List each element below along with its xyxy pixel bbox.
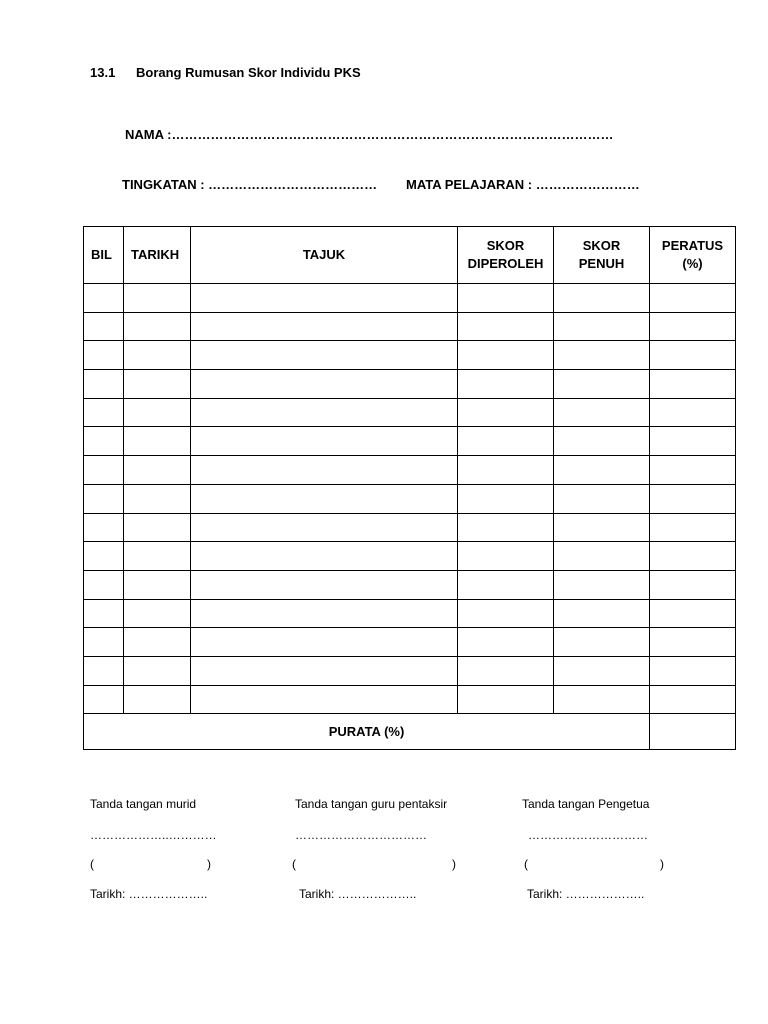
cell-skor-penuh[interactable] xyxy=(554,370,650,399)
cell-tajuk[interactable] xyxy=(191,513,458,542)
cell-peratus[interactable] xyxy=(650,341,736,370)
cell-skor-penuh[interactable] xyxy=(554,456,650,485)
pengetua-paren-close: ) xyxy=(660,857,664,871)
form-title xyxy=(90,65,361,80)
cell-tarikh[interactable] xyxy=(124,341,191,370)
table-row xyxy=(84,398,736,427)
section-number: 13.1 xyxy=(90,65,116,80)
cell-peratus[interactable] xyxy=(650,427,736,456)
cell-tarikh[interactable] xyxy=(124,628,191,657)
cell-bil[interactable] xyxy=(84,570,124,599)
cell-tarikh[interactable] xyxy=(124,284,191,313)
header-skor-diperoleh xyxy=(458,227,554,284)
cell-tajuk[interactable] xyxy=(191,398,458,427)
cell-skor-diperoleh[interactable] xyxy=(458,456,554,485)
header-peratus-line1: PERATUS xyxy=(661,238,724,253)
cell-tajuk[interactable] xyxy=(191,599,458,628)
cell-peratus[interactable] xyxy=(650,370,736,399)
cell-skor-diperoleh[interactable] xyxy=(458,570,554,599)
cell-peratus[interactable] xyxy=(650,398,736,427)
murid-date[interactable]: Tarikh: ……………….. xyxy=(90,887,208,901)
table-row xyxy=(84,570,736,599)
cell-tajuk[interactable] xyxy=(191,427,458,456)
cell-bil[interactable] xyxy=(84,284,124,313)
cell-bil[interactable] xyxy=(84,628,124,657)
cell-skor-penuh[interactable] xyxy=(554,656,650,685)
average-label: PURATA (%) xyxy=(84,714,650,750)
cell-skor-penuh[interactable] xyxy=(554,542,650,571)
header-skor-penuh-line1: SKOR xyxy=(582,238,621,253)
table-row xyxy=(84,456,736,485)
cell-skor-diperoleh[interactable] xyxy=(458,370,554,399)
cell-peratus[interactable] xyxy=(650,284,736,313)
table-row xyxy=(84,312,736,341)
header-skor-penuh xyxy=(554,227,650,284)
cell-tarikh[interactable] xyxy=(124,656,191,685)
cell-skor-penuh[interactable] xyxy=(554,341,650,370)
title-text: Borang Rumusan Skor Individu PKS xyxy=(136,65,361,80)
cell-bil[interactable] xyxy=(84,685,124,714)
table-row xyxy=(84,542,736,571)
cell-tajuk[interactable] xyxy=(191,312,458,341)
cell-skor-diperoleh[interactable] xyxy=(458,513,554,542)
cell-bil[interactable] xyxy=(84,599,124,628)
cell-skor-penuh[interactable] xyxy=(554,599,650,628)
signature-guru-line[interactable]: …………………………… xyxy=(295,828,427,842)
table-row xyxy=(84,656,736,685)
cell-peratus[interactable] xyxy=(650,484,736,513)
table-row xyxy=(84,628,736,657)
cell-skor-penuh[interactable] xyxy=(554,398,650,427)
table-row xyxy=(84,427,736,456)
cell-tajuk[interactable] xyxy=(191,284,458,313)
cell-tarikh[interactable] xyxy=(124,484,191,513)
cell-bil[interactable] xyxy=(84,542,124,571)
table-row xyxy=(84,685,736,714)
cell-tarikh[interactable] xyxy=(124,542,191,571)
header-tarikh: TARIKH xyxy=(124,227,191,284)
cell-peratus[interactable] xyxy=(650,685,736,714)
guru-paren-open: ( xyxy=(292,857,296,871)
cell-bil[interactable] xyxy=(84,341,124,370)
cell-peratus[interactable] xyxy=(650,542,736,571)
header-bil: BIL xyxy=(84,227,124,284)
cell-skor-diperoleh[interactable] xyxy=(458,542,554,571)
cell-skor-diperoleh[interactable] xyxy=(458,484,554,513)
cell-skor-penuh[interactable] xyxy=(554,312,650,341)
guru-paren-close: ) xyxy=(452,857,456,871)
table-row xyxy=(84,599,736,628)
cell-bil[interactable] xyxy=(84,370,124,399)
murid-paren-open: ( xyxy=(90,857,94,871)
cell-tajuk[interactable] xyxy=(191,628,458,657)
cell-skor-diperoleh[interactable] xyxy=(458,656,554,685)
nama-field[interactable]: NAMA :………………………………………………………………………………………… xyxy=(125,127,614,142)
header-skor-penuh-line2: PENUH xyxy=(578,256,625,271)
signature-guru-label: Tanda tangan guru pentaksir xyxy=(295,797,448,811)
cell-skor-penuh[interactable] xyxy=(554,513,650,542)
signature-murid-label: Tanda tangan murid xyxy=(90,797,197,811)
cell-tajuk[interactable] xyxy=(191,570,458,599)
cell-skor-diperoleh[interactable] xyxy=(458,599,554,628)
cell-peratus[interactable] xyxy=(650,570,736,599)
score-table-body xyxy=(84,284,736,750)
cell-skor-penuh[interactable] xyxy=(554,628,650,657)
mata-pelajaran-field[interactable]: MATA PELAJARAN : …………………… xyxy=(406,177,640,192)
tingkatan-field[interactable]: TINGKATAN : ………………………………… xyxy=(122,177,378,192)
pengetua-date[interactable]: Tarikh: ……………….. xyxy=(527,887,645,901)
pengetua-paren-open: ( xyxy=(524,857,528,871)
murid-paren-close: ) xyxy=(207,857,211,871)
cell-skor-penuh[interactable] xyxy=(554,685,650,714)
header-peratus-line2: (%) xyxy=(682,256,703,271)
guru-date[interactable]: Tarikh: ……………….. xyxy=(299,887,417,901)
cell-peratus[interactable] xyxy=(650,456,736,485)
cell-bil[interactable] xyxy=(84,484,124,513)
cell-skor-diperoleh[interactable] xyxy=(458,312,554,341)
cell-bil[interactable] xyxy=(84,456,124,485)
cell-tarikh[interactable] xyxy=(124,427,191,456)
header-peratus xyxy=(650,227,736,284)
cell-tarikh[interactable] xyxy=(124,398,191,427)
cell-peratus[interactable] xyxy=(650,628,736,657)
score-table xyxy=(83,226,736,750)
cell-skor-diperoleh[interactable] xyxy=(458,398,554,427)
table-row xyxy=(84,370,736,399)
table-row xyxy=(84,284,736,313)
cell-tarikh[interactable] xyxy=(124,456,191,485)
cell-skor-diperoleh[interactable] xyxy=(458,427,554,456)
signature-pengetua-line[interactable]: ………………………… xyxy=(528,828,648,842)
table-header-row xyxy=(84,227,736,284)
cell-peratus[interactable] xyxy=(650,656,736,685)
cell-tajuk[interactable] xyxy=(191,542,458,571)
cell-skor-diperoleh[interactable] xyxy=(458,685,554,714)
signature-murid-line[interactable]: ………………..………… xyxy=(90,828,217,842)
cell-peratus[interactable] xyxy=(650,599,736,628)
average-row xyxy=(84,714,736,750)
header-skor-diperoleh-line2: DIPEROLEH xyxy=(467,256,544,271)
cell-tajuk[interactable] xyxy=(191,456,458,485)
cell-tarikh[interactable] xyxy=(124,599,191,628)
cell-tajuk[interactable] xyxy=(191,341,458,370)
signature-pengetua-label: Tanda tangan Pengetua xyxy=(522,797,650,811)
average-value-cell[interactable] xyxy=(650,714,736,750)
cell-skor-diperoleh[interactable] xyxy=(458,341,554,370)
cell-peratus[interactable] xyxy=(650,312,736,341)
cell-skor-diperoleh[interactable] xyxy=(458,628,554,657)
table-row xyxy=(84,341,736,370)
cell-tajuk[interactable] xyxy=(191,656,458,685)
cell-tajuk[interactable] xyxy=(191,484,458,513)
table-row xyxy=(84,484,736,513)
cell-peratus[interactable] xyxy=(650,513,736,542)
cell-tajuk[interactable] xyxy=(191,685,458,714)
cell-bil[interactable] xyxy=(84,656,124,685)
cell-tarikh[interactable] xyxy=(124,570,191,599)
cell-skor-penuh[interactable] xyxy=(554,570,650,599)
cell-skor-penuh[interactable] xyxy=(554,427,650,456)
cell-tarikh[interactable] xyxy=(124,685,191,714)
table-row xyxy=(84,513,736,542)
cell-bil[interactable] xyxy=(84,312,124,341)
cell-skor-penuh[interactable] xyxy=(554,284,650,313)
header-tajuk: TAJUK xyxy=(191,227,458,284)
cell-tajuk[interactable] xyxy=(191,370,458,399)
cell-tarikh[interactable] xyxy=(124,312,191,341)
cell-bil[interactable] xyxy=(84,398,124,427)
cell-skor-diperoleh[interactable] xyxy=(458,284,554,313)
header-skor-diperoleh-line1: SKOR xyxy=(486,238,525,253)
cell-bil[interactable] xyxy=(84,513,124,542)
cell-tarikh[interactable] xyxy=(124,513,191,542)
cell-tarikh[interactable] xyxy=(124,370,191,399)
cell-skor-penuh[interactable] xyxy=(554,484,650,513)
cell-bil[interactable] xyxy=(84,427,124,456)
